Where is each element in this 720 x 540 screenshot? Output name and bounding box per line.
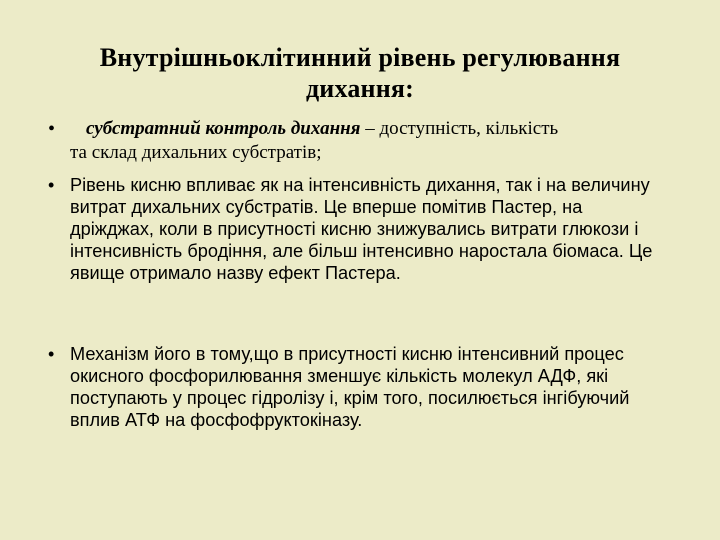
bullet-marker: • (48, 175, 55, 195)
bullet-marker: • (48, 118, 56, 140)
bullet-text: Механізм його в тому,що в присутності кисню інтенсивний процес окисного фосфорилювання зменшує кількість молекул АДФ, які поступають у процес гідролізу і, крім того, посилюється інгібуючий вплив АТФ на фосфофруктокіназу. (70, 344, 630, 430)
slide-title (40, 42, 680, 104)
bullet-marker: • (48, 344, 55, 364)
bullet-substrate-control (48, 117, 678, 165)
slide-title-line-1: Внутрішньоклітинний рівень регулювання (99, 43, 621, 72)
bullet-description: – доступність, кількість (360, 118, 559, 139)
bullet-continuation: та склад дихальних субстратів; (70, 142, 322, 163)
bullet-text: Рівень кисню впливає як на інтенсивність дихання, так і на величину витрат дихальних субстратів. Це вперше помітив Пастер, на дріжджах, коли в присутності кисню знижувались витрати глюкози і інтенсивність бродіння, але більш інтенсивно наростала біомаса. Це явище отримало назву ефект Пастера. (70, 175, 653, 283)
slide-title-line-2: дихання: (305, 74, 415, 103)
bullet-mechanism (48, 343, 678, 431)
bullet-oxygen-level (48, 174, 678, 284)
bullet-text (70, 117, 676, 165)
bullet-term: субстратний контроль дихання (86, 118, 361, 139)
